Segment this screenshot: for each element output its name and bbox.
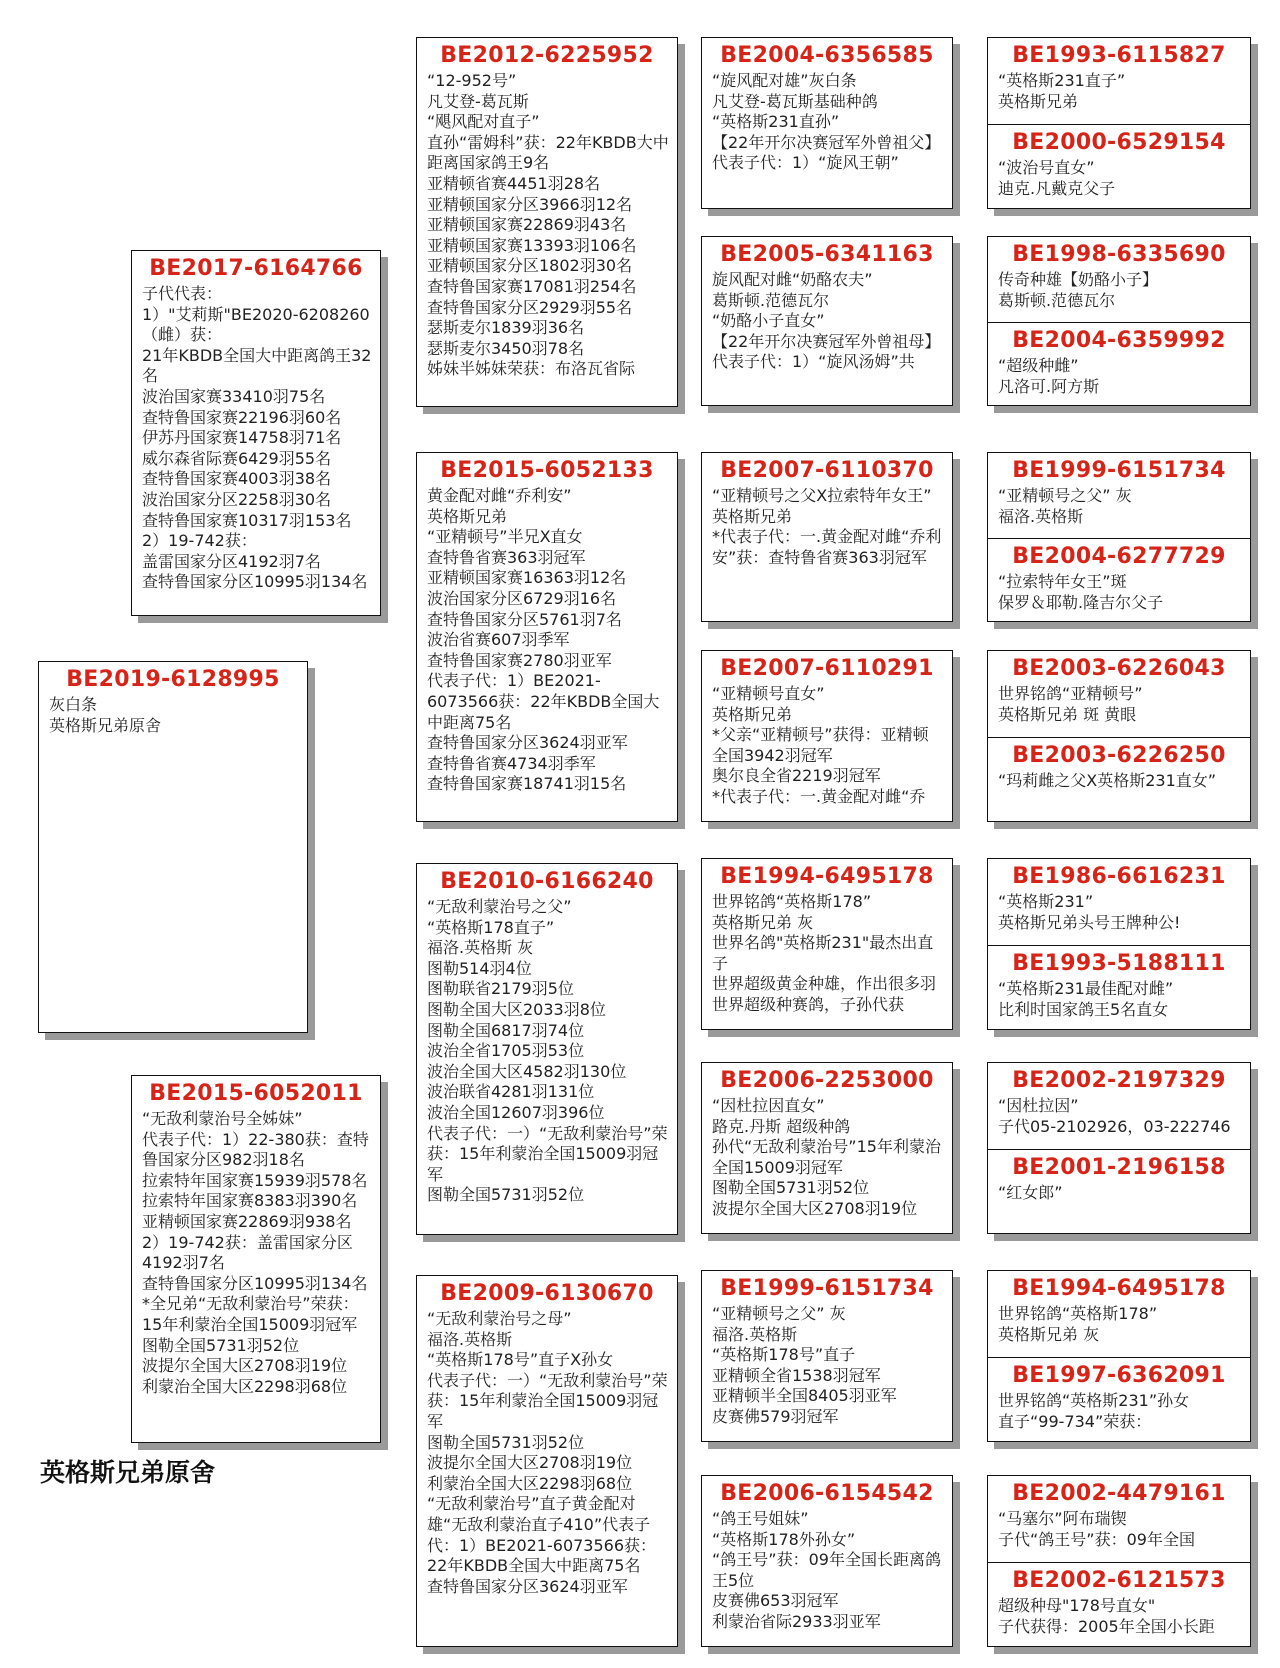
ring-number: BE1994-6495178 bbox=[720, 864, 934, 889]
ring-number: BE2001-2196158 bbox=[1012, 1155, 1226, 1180]
gen4-entry bbox=[988, 453, 1250, 538]
gen4-card-3 bbox=[987, 452, 1251, 622]
gen4-card-5 bbox=[987, 858, 1251, 1030]
pedigree-text: 超级种母"178号直女" 子代获得：2005年全国小长距 bbox=[998, 1596, 1215, 1636]
pedigree-text: “无敌利蒙治号之母” 福洛.英格斯 “英格斯178号”直子X孙女 代表子代：一）“无敌利蒙治号”荣获：15年利蒙治全国15009羽冠军 图勒全国5731羽52位 波提尔全国大区2708羽19位 利蒙治全国大区2298羽68位 “无敌利蒙治号”直子黄金配对雄“无敌利蒙治直子410”代表子代：1）BE2021-6073566获：22年KBDB全国大中距离75名 查特鲁国家分区3624羽亚军 bbox=[427, 1309, 668, 1596]
ring-number: BE2003-6226043 bbox=[1012, 656, 1226, 681]
pedigree-text: 世界铭鸽“英格斯231”孙女 直子“99-734”荣获： bbox=[998, 1391, 1190, 1431]
gen4-entry bbox=[988, 38, 1250, 124]
ring-number: BE2003-6226250 bbox=[1012, 743, 1226, 768]
dam-card bbox=[131, 1075, 381, 1443]
ring-number: BE2005-6341163 bbox=[720, 242, 934, 267]
gen4-entry bbox=[988, 945, 1250, 1030]
ring-number: BE1986-6616231 bbox=[1012, 864, 1226, 889]
gen3-card-3 bbox=[701, 452, 953, 622]
gen4-entry bbox=[988, 1271, 1250, 1357]
gen3-card-5 bbox=[701, 858, 953, 1030]
gen4-entry bbox=[988, 651, 1250, 737]
gen3-card-1 bbox=[701, 37, 953, 209]
ring-number: BE2004-6277729 bbox=[1012, 544, 1226, 569]
pedigree-text: “超级种雌” 凡洛可.阿方斯 bbox=[998, 356, 1100, 396]
gen2-card-1 bbox=[416, 37, 678, 407]
gen4-entry bbox=[988, 859, 1250, 945]
gen4-card-6 bbox=[987, 1062, 1251, 1234]
ring-number: BE1994-6495178 bbox=[1012, 1276, 1226, 1301]
ring-number: BE2010-6166240 bbox=[440, 869, 654, 894]
gen4-entry bbox=[988, 538, 1250, 622]
ring-number: BE1999-6151734 bbox=[720, 1276, 934, 1301]
pedigree-text: 子代代表： 1）"艾莉斯"BE2020-6208260（雌）获： 21年KBDB全国大中距离鸽王32名 波治国家赛33410羽75名 查特鲁国家赛22196羽60名 伊苏丹国家赛14758羽71名 威尔森省际赛6429羽55名 查特鲁国家赛4003羽38名 波治国家分区2258羽30名 查特鲁国家赛10317羽153名 2）19-742获： 盖雷国家分区4192羽7名 查特鲁国家分区10995羽134名 bbox=[142, 284, 372, 592]
pedigree-text: “英格斯231” 英格斯兄弟头号王牌种公! bbox=[998, 892, 1181, 932]
ring-number: BE2015-6052011 bbox=[149, 1081, 363, 1106]
pedigree-text: “亚精顿号之父” 灰 福洛.英格斯 bbox=[998, 486, 1132, 526]
ring-number: BE2004-6356585 bbox=[720, 43, 934, 68]
ring-number: BE2000-6529154 bbox=[1012, 130, 1226, 155]
gen4-entry bbox=[988, 1357, 1250, 1442]
pedigree-text: “波治号直女” 迪克.凡戴克父子 bbox=[998, 158, 1116, 198]
ring-number: BE2006-6154542 bbox=[720, 1481, 934, 1506]
pedigree-text: “无敌利蒙治号全姊妹” 代表子代：1）22-380获：查特鲁国家分区982羽18名 拉索特年国家赛15939羽578名 拉索特年国家赛8383羽390名 亚精顿国家赛22869羽938名 2）19-742获：盖雷国家分区4192羽7名 查特鲁国家分区10995羽134名 *全兄弟“无敌利蒙治号”荣获：15年利蒙治全国15009羽冠军 图勒全国5731羽52位 波提尔全国大区2708羽19位 利蒙治全国大区2298羽68位 bbox=[142, 1109, 369, 1396]
gen4-entry bbox=[988, 322, 1250, 406]
ring-number: BE2007-6110291 bbox=[720, 656, 934, 681]
gen2-card-3 bbox=[416, 863, 678, 1235]
pedigree-text: “因杜拉因直女” 路克.丹斯 超级种鸽 孙代“无敌利蒙治号”15年利蒙治全国15009羽冠军 图勒全国5731羽52位 波提尔全国大区2708羽19位 bbox=[712, 1096, 941, 1218]
pedigree-text: 世界铭鸽“亚精顿号” 英格斯兄弟 斑 黄眼 bbox=[998, 684, 1143, 724]
gen4-card-2 bbox=[987, 236, 1251, 406]
ring-number: BE2002-6121573 bbox=[1012, 1568, 1226, 1593]
gen4-entry bbox=[988, 1063, 1250, 1149]
pedigree-text: “鸽王号姐妹” “英格斯178外孙女” “鸽王号”获：09年全国长距离鸽王5位 皮赛佛653羽冠军 利蒙治省际2933羽亚军 bbox=[712, 1509, 941, 1631]
gen3-card-8 bbox=[701, 1475, 953, 1647]
pedigree-text: “无敌利蒙治号之父” “英格斯178直子” 福洛.英格斯 灰 图勒514羽4位 图勒联省2179羽5位 图勒全国大区2033羽8位 图勒全国6817羽74位 波治全省1705羽53位 波治全国大区4582羽130位 波治联省4281羽131位 波治全国12607羽396位 代表子代：一）“无敌利蒙治号”荣获：15年利蒙治全国15009羽冠军 图勒全国5731羽52位 bbox=[427, 897, 668, 1205]
gen4-entry bbox=[988, 1149, 1250, 1234]
gen3-card-4 bbox=[701, 650, 953, 822]
pedigree-text: 世界铭鸽“英格斯178” 英格斯兄弟 灰 世界名鸽"英格斯231"最杰出直子 世界超级黄金种雄，作出很多羽世界超级种赛鸽，子孙代获 bbox=[712, 892, 937, 1014]
ring-number: BE2002-4479161 bbox=[1012, 1481, 1226, 1506]
pedigree-text: “英格斯231最佳配对雌” 比利时国家鸽王5名直女 bbox=[998, 979, 1174, 1019]
pedigree-text: “红女郎” bbox=[998, 1183, 1063, 1202]
gen4-card-4 bbox=[987, 650, 1251, 822]
ring-number: BE2002-2197329 bbox=[1012, 1068, 1226, 1093]
ring-number: BE2004-6359992 bbox=[1012, 328, 1226, 353]
ring-number: BE1999-6151734 bbox=[1012, 458, 1226, 483]
pedigree-text: 旋风配对雌“奶酪农夫” 葛斯顿.范德瓦尔 “奶酪小子直女” 【22年开尔决赛冠军外曾祖母】 代表子代：1）“旋风汤姆”共 bbox=[712, 270, 941, 372]
pedigree-text: “亚精顿号之父” 灰 福洛.英格斯 “英格斯178号”直子 亚精顿全省1538羽冠军 亚精顿半全国8405羽亚军 皮赛佛579羽冠军 bbox=[712, 1304, 897, 1426]
gen3-card-6 bbox=[701, 1062, 953, 1234]
ring-number: BE2012-6225952 bbox=[440, 43, 654, 68]
gen4-card-8 bbox=[987, 1475, 1251, 1647]
ring-number: BE2006-2253000 bbox=[720, 1068, 934, 1093]
pedigree-text: “因杜拉因” 子代05-2102926，03-222746 bbox=[998, 1096, 1231, 1136]
subject-card bbox=[38, 661, 308, 1033]
sire-card bbox=[131, 250, 381, 616]
pedigree-text: “亚精顿号直女” 英格斯兄弟 *父亲“亚精顿号”获得：亚精顿全国3942羽冠军 奥尔良全省2219羽冠军 *代表子代：一.黄金配对雌“乔 bbox=[712, 684, 929, 806]
ring-number: BE1993-6115827 bbox=[1012, 43, 1226, 68]
pedigree-text: “拉索特年女王”斑 保罗＆耶勒.隆吉尔父子 bbox=[998, 572, 1164, 612]
ring-number: BE1997-6362091 bbox=[1012, 1363, 1226, 1388]
pedigree-text: “12-952号” 凡艾登-葛瓦斯 “飓风配对直子” 直孙“雷姆科”获：22年KBDB大中距离国家鸽王9名 亚精顿省赛4451羽28名 亚精顿国家分区3966羽12名 亚精顿国家赛22869羽43名 亚精顿国家赛13393羽106名 亚精顿国家分区1802羽30名 查特鲁国家赛17081羽254名 查特鲁国家分区2929羽55名 瑟斯麦尔1839羽36名 瑟斯麦尔3450羽78名 姊妹半姊妹荣获：布洛瓦省际 bbox=[427, 71, 669, 379]
gen4-entry bbox=[988, 124, 1250, 209]
pedigree-text: “亚精顿号之父X拉索特年女王” 英格斯兄弟 *代表子代：一.黄金配对雌“乔利安”获：查特鲁省赛363羽冠军 bbox=[712, 486, 942, 567]
gen3-card-7 bbox=[701, 1270, 953, 1442]
ring-number: BE1998-6335690 bbox=[1012, 242, 1226, 267]
gen4-entry bbox=[988, 1476, 1250, 1562]
farm-label: 英格斯兄弟原舍 bbox=[40, 1458, 216, 1487]
pedigree-text: 黄金配对雌“乔利安” 英格斯兄弟 “亚精顿号”半兄X直女 查特鲁省赛363羽冠军 亚精顿国家赛16363羽12名 波治国家分区6729羽16名 查特鲁国家分区5761羽7名 波治省赛607羽季军 查特鲁国家赛2780羽亚军 代表子代：1）BE2021-6073566获：22年KBDB全国大中距离75名 查特鲁国家分区3624羽亚军 查特鲁省赛4734羽季军 查特鲁国家赛18741羽15名 bbox=[427, 486, 660, 794]
pedigree-text: “马塞尔”阿布瑞锲 子代“鸽王号”获：09年全国 bbox=[998, 1509, 1195, 1549]
gen4-card-1 bbox=[987, 37, 1251, 209]
gen3-card-2 bbox=[701, 236, 953, 406]
ring-number: BE2017-6164766 bbox=[149, 256, 363, 281]
ring-number: BE2007-6110370 bbox=[720, 458, 934, 483]
gen4-entry bbox=[988, 237, 1250, 322]
pedigree-text: “英格斯231直子” 英格斯兄弟 bbox=[998, 71, 1126, 111]
pedigree-text: “旋风配对雄”灰白条 凡艾登-葛瓦斯基础种鸽 “英格斯231直孙” 【22年开尔决赛冠军外曾祖父】 代表子代：1）“旋风王朝” bbox=[712, 71, 941, 173]
pedigree-text: 灰白条 英格斯兄弟原舍 bbox=[49, 695, 162, 735]
gen4-card-7 bbox=[987, 1270, 1251, 1442]
pedigree-text: 传奇种雄【奶酪小子】 葛斯顿.范德瓦尔 bbox=[998, 270, 1159, 310]
gen2-card-4 bbox=[416, 1275, 678, 1647]
ring-number: BE1993-5188111 bbox=[1012, 951, 1226, 976]
pedigree-text: 世界铭鸽“英格斯178” 英格斯兄弟 灰 bbox=[998, 1304, 1158, 1344]
ring-number: BE2009-6130670 bbox=[440, 1281, 654, 1306]
ring-number: BE2019-6128995 bbox=[66, 667, 280, 692]
gen4-entry bbox=[988, 737, 1250, 822]
gen4-entry bbox=[988, 1562, 1250, 1647]
gen2-card-2 bbox=[416, 452, 678, 822]
ring-number: BE2015-6052133 bbox=[440, 458, 654, 483]
pedigree-text: “玛莉雌之父X英格斯231直女” bbox=[998, 771, 1217, 790]
